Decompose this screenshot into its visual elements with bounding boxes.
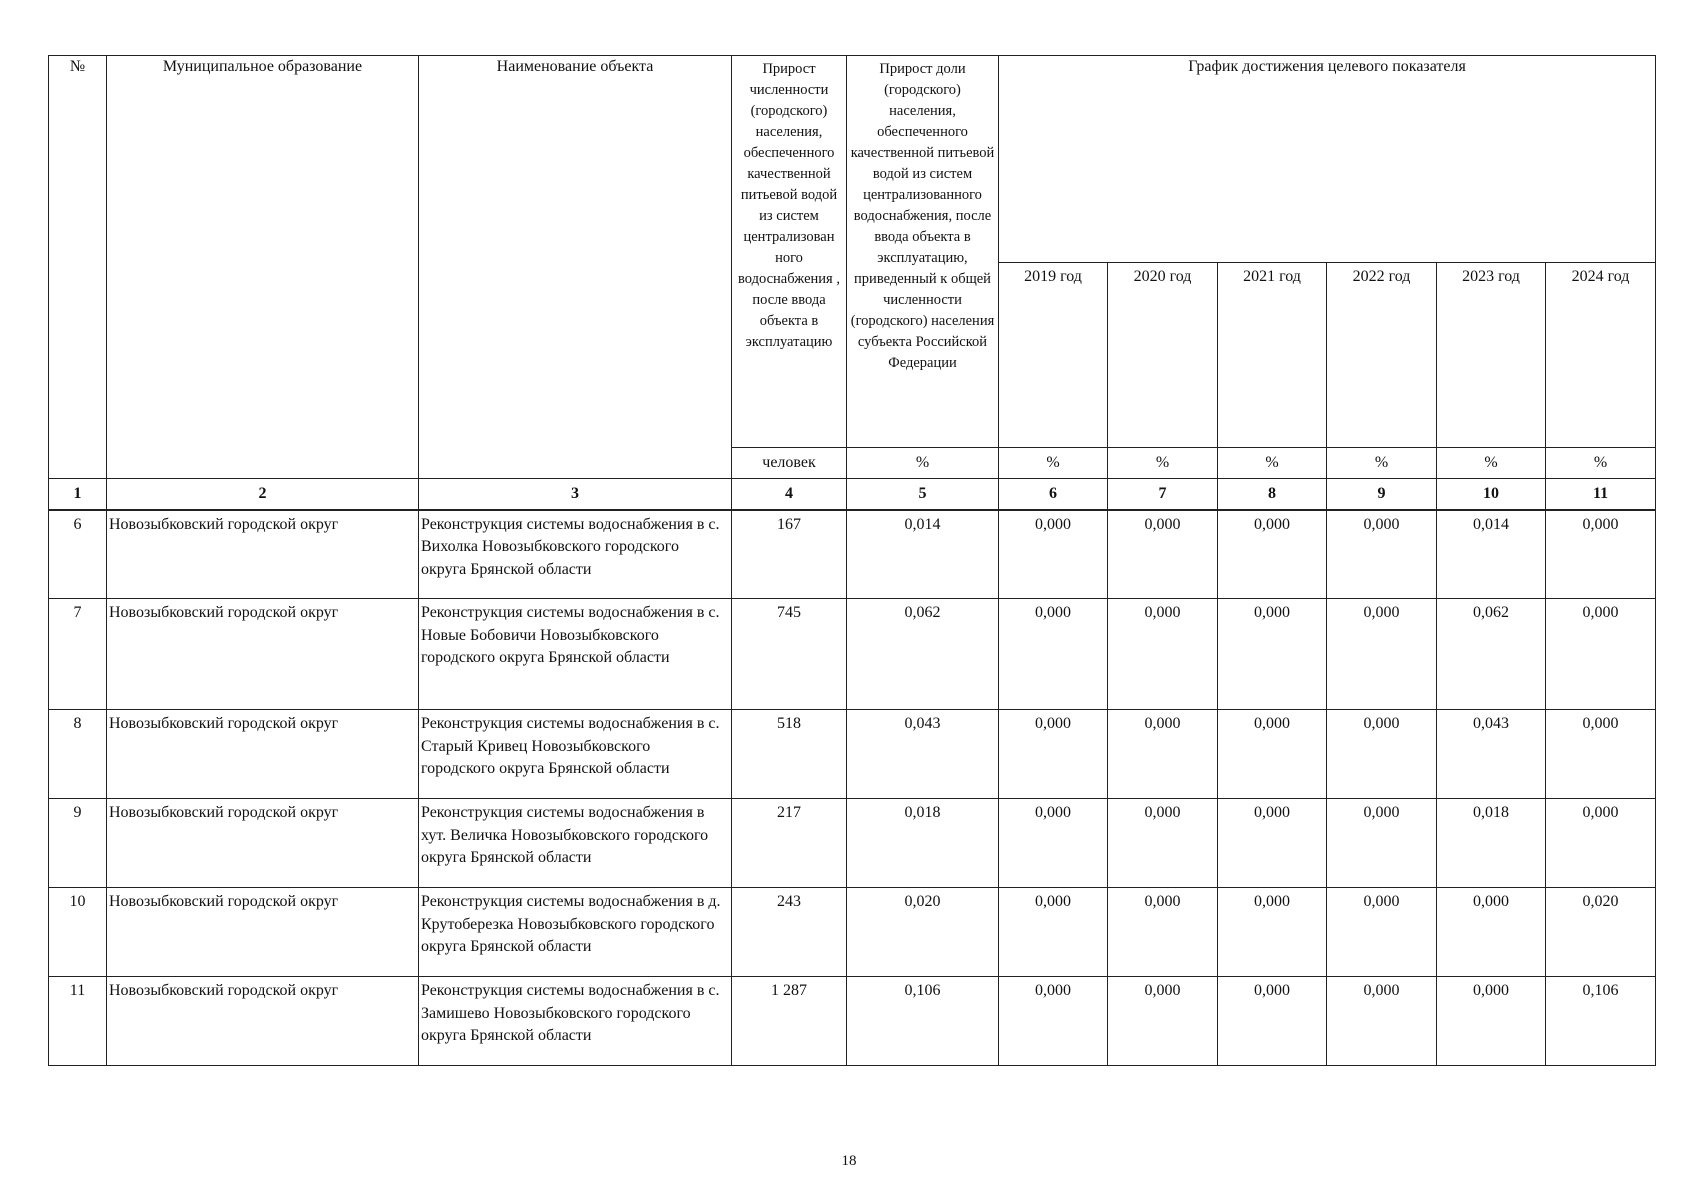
row-value-2021: 0,000 (1218, 888, 1327, 977)
header-year-2020: 2020 год (1108, 263, 1218, 448)
column-number: 10 (1437, 479, 1546, 510)
header-population-growth: Прирост численности (городского) населения, обеспеченного качественной питьевой водой из систем централизован ного водоснабжения , после ввода объекта в эксплуатацию (732, 56, 847, 448)
row-value-2022: 0,000 (1327, 510, 1437, 599)
row-number: 6 (49, 510, 107, 599)
row-object: Реконструкция системы водоснабжения в с. Старый Кривец Новозыбковского городского округа Брянской области (419, 710, 732, 799)
column-number: 4 (732, 479, 847, 510)
row-value-2024: 0,020 (1546, 888, 1656, 977)
unit-percent: % (1546, 448, 1656, 479)
column-number: 8 (1218, 479, 1327, 510)
header-no: № (49, 56, 107, 479)
row-people: 167 (732, 510, 847, 599)
row-value-2022: 0,000 (1327, 799, 1437, 888)
row-value-2024: 0,000 (1546, 799, 1656, 888)
header-row-top (49, 56, 1656, 263)
column-number: 11 (1546, 479, 1656, 510)
row-number: 8 (49, 710, 107, 799)
row-municipality: Новозыбковский городской округ (107, 510, 419, 599)
row-value-2021: 0,000 (1218, 799, 1327, 888)
row-people: 217 (732, 799, 847, 888)
row-people: 243 (732, 888, 847, 977)
row-object: Реконструкция системы водоснабжения в с. Замишево Новозыбковского городского округа Брянской области (419, 977, 732, 1066)
row-value-2019: 0,000 (999, 710, 1108, 799)
column-number: 7 (1108, 479, 1218, 510)
row-number: 7 (49, 599, 107, 710)
row-value-2019: 0,000 (999, 888, 1108, 977)
row-value-2020: 0,000 (1108, 510, 1218, 599)
table-row (49, 510, 1656, 599)
row-value-2019: 0,000 (999, 599, 1108, 710)
column-number: 1 (49, 479, 107, 510)
row-value-2024: 0,000 (1546, 599, 1656, 710)
unit-percent: % (1108, 448, 1218, 479)
row-object: Реконструкция системы водоснабжения в д. Крутоберезка Новозыбковского городского округа Брянской области (419, 888, 732, 977)
row-value-2021: 0,000 (1218, 977, 1327, 1066)
page-number: 18 (841, 1153, 857, 1169)
row-municipality: Новозыбковский городской округ (107, 710, 419, 799)
header-year-2021: 2021 год (1218, 263, 1327, 448)
table-row (49, 599, 1656, 710)
header-schedule: График достижения целевого показателя (999, 56, 1656, 263)
header-year-2023: 2023 год (1437, 263, 1546, 448)
row-value-2020: 0,000 (1108, 888, 1218, 977)
table-row (49, 710, 1656, 799)
header-municipality: Муниципальное образование (107, 56, 419, 479)
row-share: 0,043 (847, 710, 999, 799)
header-share-growth: Прирост доли (городского) населения, обеспеченного качественной питьевой водой из систем централизованного водоснабжения, после ввода объекта в эксплуатацию, приведенный к общей численности (городского) населения субъекта Российской Федерации (847, 56, 999, 448)
row-value-2022: 0,000 (1327, 977, 1437, 1066)
unit-percent: % (847, 448, 999, 479)
unit-percent: % (1218, 448, 1327, 479)
row-number: 9 (49, 799, 107, 888)
table-row (49, 799, 1656, 888)
row-value-2020: 0,000 (1108, 799, 1218, 888)
row-value-2023: 0,062 (1437, 599, 1546, 710)
row-municipality: Новозыбковский городской округ (107, 799, 419, 888)
row-value-2023: 0,018 (1437, 799, 1546, 888)
row-share: 0,020 (847, 888, 999, 977)
row-value-2022: 0,000 (1327, 599, 1437, 710)
header-object-name: Наименование объекта (419, 56, 732, 479)
row-value-2019: 0,000 (999, 977, 1108, 1066)
row-people: 745 (732, 599, 847, 710)
row-value-2022: 0,000 (1327, 710, 1437, 799)
row-value-2024: 0,000 (1546, 710, 1656, 799)
row-share: 0,106 (847, 977, 999, 1066)
row-value-2023: 0,000 (1437, 888, 1546, 977)
row-object: Реконструкция системы водоснабжения в с. Новые Бобовичи Новозыбковского городского округа Брянской области (419, 599, 732, 710)
header-year-2022: 2022 год (1327, 263, 1437, 448)
row-number: 11 (49, 977, 107, 1066)
row-value-2024: 0,106 (1546, 977, 1656, 1066)
unit-percent: % (999, 448, 1108, 479)
unit-percent: % (1327, 448, 1437, 479)
row-value-2019: 0,000 (999, 799, 1108, 888)
unit-people: человек (732, 448, 847, 479)
row-people: 1 287 (732, 977, 847, 1066)
row-value-2022: 0,000 (1327, 888, 1437, 977)
row-value-2020: 0,000 (1108, 977, 1218, 1066)
row-value-2020: 0,000 (1108, 599, 1218, 710)
target-indicator-table (48, 55, 1656, 1066)
row-share: 0,014 (847, 510, 999, 599)
table-row (49, 977, 1656, 1066)
row-value-2021: 0,000 (1218, 710, 1327, 799)
row-share: 0,062 (847, 599, 999, 710)
row-number: 10 (49, 888, 107, 977)
row-municipality: Новозыбковский городской округ (107, 977, 419, 1066)
row-value-2024: 0,000 (1546, 510, 1656, 599)
header-year-2019: 2019 год (999, 263, 1108, 448)
column-number: 3 (419, 479, 732, 510)
column-number: 9 (1327, 479, 1437, 510)
row-value-2023: 0,043 (1437, 710, 1546, 799)
row-municipality: Новозыбковский городской округ (107, 599, 419, 710)
row-people: 518 (732, 710, 847, 799)
header-year-2024: 2024 год (1546, 263, 1656, 448)
column-number: 6 (999, 479, 1108, 510)
row-value-2021: 0,000 (1218, 510, 1327, 599)
column-number: 2 (107, 479, 419, 510)
row-value-2023: 0,000 (1437, 977, 1546, 1066)
row-value-2019: 0,000 (999, 510, 1108, 599)
unit-percent: % (1437, 448, 1546, 479)
column-number-row (49, 479, 1656, 510)
column-number: 5 (847, 479, 999, 510)
row-municipality: Новозыбковский городской округ (107, 888, 419, 977)
row-value-2021: 0,000 (1218, 599, 1327, 710)
row-object: Реконструкция системы водоснабжения в хут. Величка Новозыбковского городского округа Брянской области (419, 799, 732, 888)
row-value-2023: 0,014 (1437, 510, 1546, 599)
table-row (49, 888, 1656, 977)
row-share: 0,018 (847, 799, 999, 888)
row-object: Реконструкция системы водоснабжения в с. Вихолка Новозыбковского городского округа Брянской области (419, 510, 732, 599)
row-value-2020: 0,000 (1108, 710, 1218, 799)
